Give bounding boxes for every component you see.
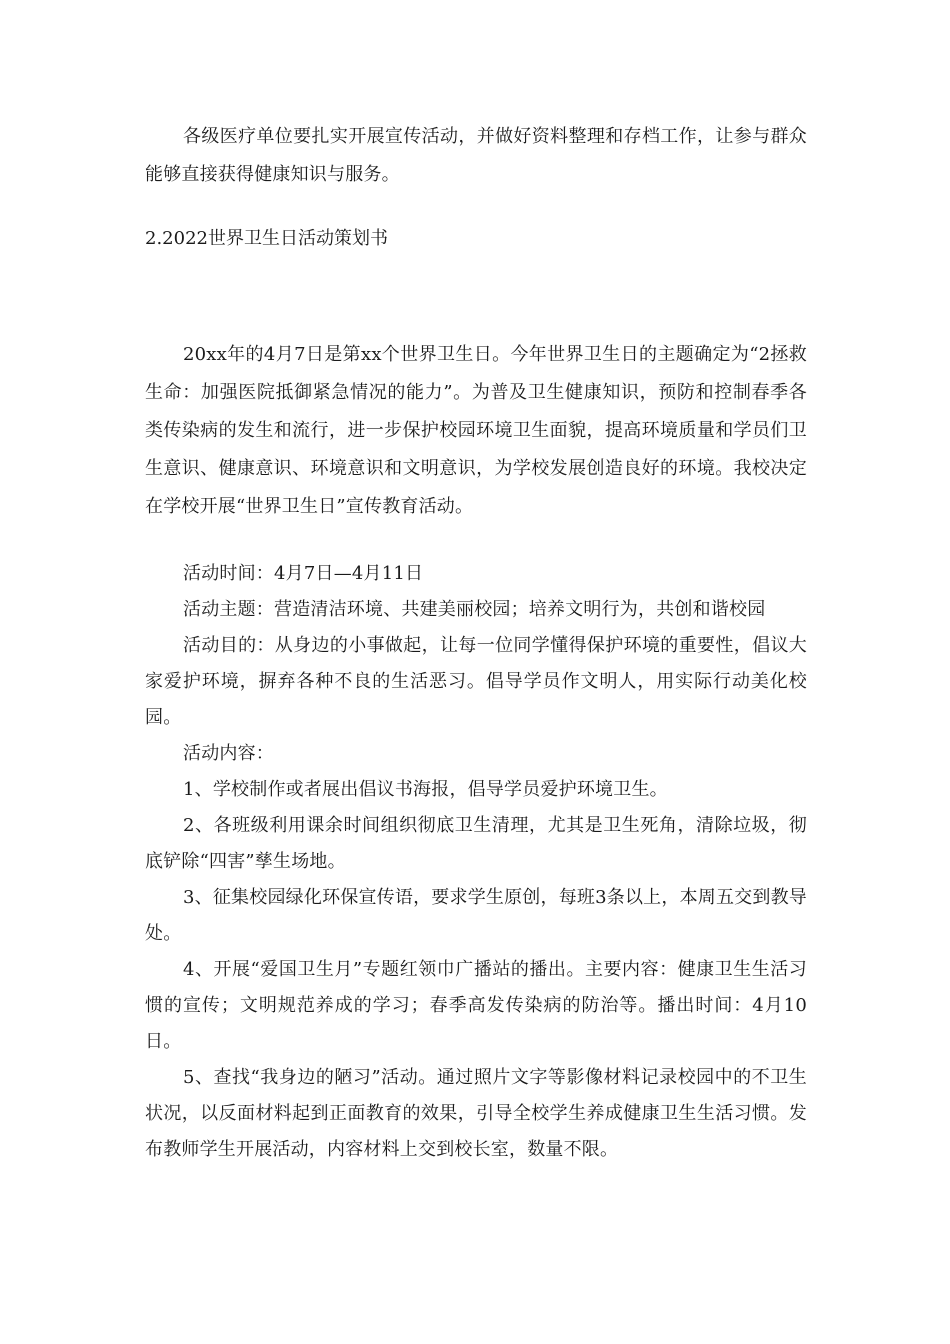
- list-item: 4、开展“爱国卫生月”专题红领巾广播站的播出。主要内容：健康卫生生活习惯的宣传；文明规范养成的学习；春季高发传染病的防治等。播出时间：4月10日。: [145, 959, 807, 1052]
- spacer: [145, 258, 807, 336]
- section-heading: 2.2022世界卫生日活动策划书: [145, 228, 388, 249]
- spacer: [145, 526, 807, 556]
- document-body: [145, 118, 807, 1168]
- activity-theme: 活动主题：营造清洁环境、共建美丽校园；培养文明行为，共创和谐校园: [183, 599, 766, 620]
- list-item: 3、征集校园绿化环保宣传语，要求学生原创，每班3条以上，本周五交到教导处。: [145, 887, 807, 944]
- list-item: 2、各班级利用课余时间组织彻底卫生清理，尤其是卫生死角，清除垃圾，彻底铲除“四害”孳生场地。: [145, 815, 807, 872]
- list-item: 1、学校制作或者展出倡议书海报，倡导学员爱护环境卫生。: [183, 779, 668, 800]
- spacer: [145, 194, 807, 220]
- activity-content-label: 活动内容：: [183, 743, 274, 764]
- activity-time: 活动时间：4月7日—4月11日: [183, 563, 424, 584]
- activity-goal: 活动目的：从身边的小事做起，让每一位同学懂得保护环境的重要性，倡议大家爱护环境，摒弃各种不良的生活恶习。倡导学员作文明人，用实际行动美化校园。: [145, 635, 807, 728]
- main-paragraph: 20xx年的4月7日是第xx个世界卫生日。今年世界卫生日的主题确定为“2拯救生命：加强医院抵御紧急情况的能力”。为普及卫生健康知识，预防和控制春季各类传染病的发生和流行，进一步保护校园环境卫生面貌，提高环境质量和学员们卫生意识、健康意识、环境意识和文明意识，为学校发展创造良好的环境。我校决定在学校开展“世界卫生日”宣传教育活动。: [145, 344, 807, 517]
- list-item: 5、查找“我身边的陋习”活动。通过照片文字等影像材料记录校园中的不卫生状况，以反面材料起到正面教育的效果，引导全校学生养成健康卫生生活习惯。发布教师学生开展活动，内容材料上交到校长室，数量不限。: [145, 1067, 807, 1160]
- intro-paragraph: 各级医疗单位要扎实开展宣传活动，并做好资料整理和存档工作，让参与群众能够直接获得健康知识与服务。: [145, 126, 807, 185]
